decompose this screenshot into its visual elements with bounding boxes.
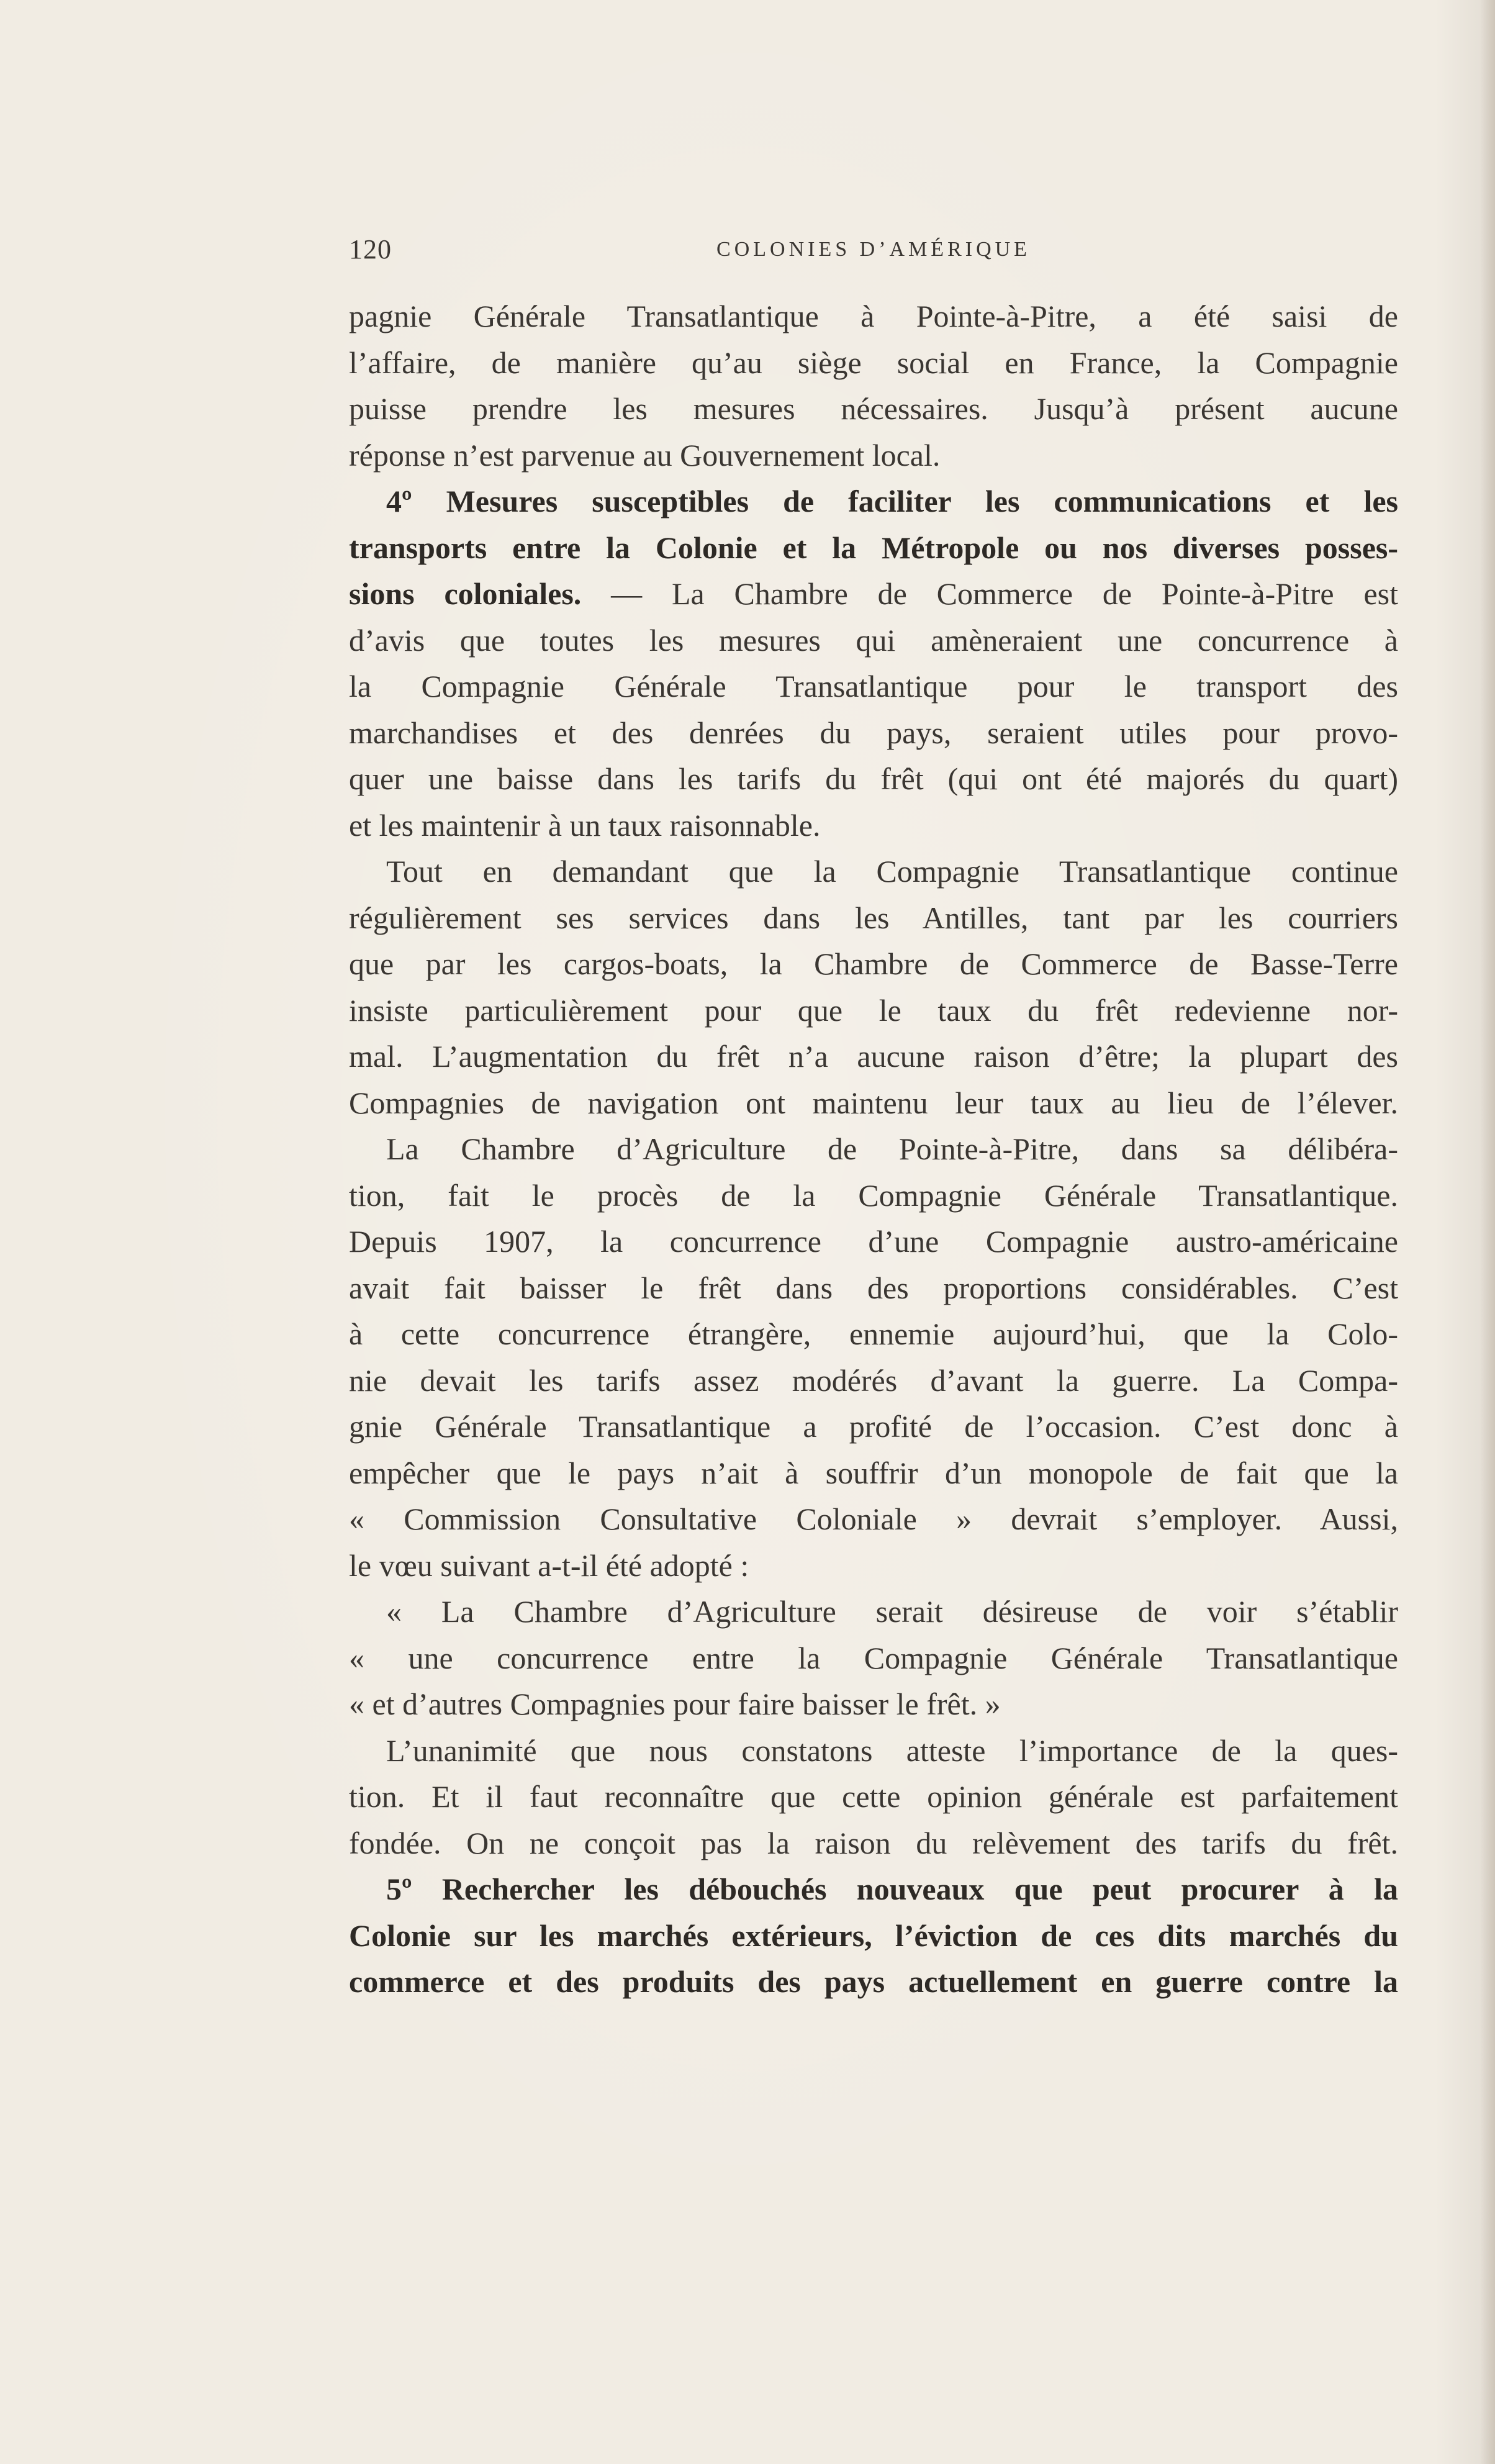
text-line: « une concurrence entre la Compagnie Générale Transatlantique — [349, 1640, 1398, 1675]
text-line-bold — [349, 1913, 1398, 1959]
text-line: L’unanimité que nous constatons atteste l’importance de la ques- — [386, 1732, 1398, 1768]
bold-text: commerce et des produits des pays actuellement en guerre contre la — [349, 1964, 1398, 1999]
paragraph-4 — [349, 1126, 1398, 1588]
text-line: Compagnies de navigation ont maintenu leur taux au lieu de l’élever. — [349, 1085, 1398, 1120]
text-line: que par les cargos-boats, la Chambre de Commerce de Basse-Terre — [349, 946, 1398, 981]
text-line: insiste particulièrement pour que le taux du frêt redevienne nor- — [349, 992, 1398, 1028]
running-title: COLONIES D’AMÉRIQUE — [716, 238, 1031, 261]
text-line: puisse prendre les mesures nécessaires. Jusqu’à présent aucune — [349, 391, 1398, 426]
page-edge-shadow — [1480, 0, 1495, 2464]
text-line: mal. L’augmentation du frêt n’a aucune raison d’être; la plupart des — [349, 1039, 1398, 1074]
text-line: la Compagnie Générale Transatlantique pour le transport des — [349, 669, 1398, 704]
text-line: « La Chambre d’Agriculture serait désireuse de voir s’établir — [386, 1594, 1398, 1629]
bold-text: 4º Mesures susceptibles de faciliter les communications et les — [386, 484, 1398, 519]
bold-text: Colonie sur les marchés extérieurs, l’éviction de ces dits marchés du — [349, 1918, 1398, 1953]
text-line-bold — [349, 525, 1398, 571]
text-line: à cette concurrence étrangère, ennemie aujourd’hui, que la Colo- — [349, 1316, 1398, 1351]
text-line: « Commission Consultative Coloniale » devrait s’employer. Aussi, — [349, 1502, 1398, 1536]
text-line: réponse n’est parvenue au Gouvernement local. — [349, 437, 941, 473]
paragraph-2 — [349, 478, 1398, 848]
bold-text: 5º Rechercher les débouchés nouveaux que peut procurer à la — [386, 1872, 1398, 1906]
text-line: quer une baisse dans les tarifs du frêt (qui ont été majorés du quart) — [349, 761, 1398, 796]
text-line-bold — [349, 1866, 1398, 1913]
text-line: tion. Et il faut reconnaître que cette opinion générale est parfaitement — [349, 1779, 1398, 1814]
bold-text: transports entre la Colonie et la Métropole ou nos diverses posses- — [349, 530, 1398, 565]
text-line: le vœu suivant a-t-il été adopté : — [349, 1547, 749, 1583]
text-line: « et d’autres Compagnies pour faire baisser le frêt. » — [349, 1687, 1001, 1721]
bold-text-tail: sions coloniales. — [349, 576, 582, 611]
text-line: gnie Générale Transatlantique a profité de l’occasion. C’est donc à — [349, 1409, 1398, 1444]
paragraph-quote — [349, 1588, 1398, 1728]
body-text — [349, 293, 1398, 2005]
page-number: 120 — [349, 234, 392, 265]
text-line: fondée. On ne conçoit pas la raison du relèvement des tarifs du frêt. — [349, 1825, 1398, 1860]
paragraph-6 — [349, 1728, 1398, 1867]
text-line: marchandises et des denrées du pays, seraient utiles pour provo- — [349, 715, 1398, 750]
text-line: Depuis 1907, la concurrence d’une Compagnie austro-américaine — [349, 1224, 1398, 1259]
text-line-mixed — [349, 571, 1398, 617]
paragraph-1 — [349, 293, 1398, 478]
text-line: empêcher que le pays n’ait à souffrir d’un monopole de fait que la — [349, 1455, 1398, 1490]
text-line: nie devait les tarifs assez modérés d’avant la guerre. La Compa- — [349, 1362, 1398, 1398]
text-line: tion, fait le procès de la Compagnie Générale Transatlantique. — [349, 1177, 1398, 1213]
page-header — [349, 231, 1398, 268]
text-line: avait fait baisser le frêt dans des proportions considérables. C’est — [349, 1270, 1398, 1305]
text-line: d’avis que toutes les mesures qui amèneraient une concurrence à — [349, 622, 1398, 658]
paragraph-7 — [349, 1866, 1398, 2005]
text-line: La Chambre d’Agriculture de Pointe-à-Pitre, dans sa délibéra- — [386, 1131, 1398, 1166]
text-line: Tout en demandant que la Compagnie Transatlantique continue — [386, 854, 1398, 889]
text-line-bold — [349, 478, 1398, 525]
text-line: et les maintenir à un taux raisonnable. — [349, 807, 821, 843]
paragraph-3 — [349, 848, 1398, 1126]
text-line: régulièrement ses services dans les Antilles, tant par les courriers — [349, 900, 1398, 935]
text-line: pagnie Générale Transatlantique à Pointe-à-Pitre, a été saisi de — [349, 299, 1398, 333]
text-line-rest: — La Chambre de Commerce de Pointe-à-Pitre est — [581, 576, 1398, 611]
text-line-bold — [349, 1959, 1398, 2005]
text-line: l’affaire, de manière qu’au siège social en France, la Compagnie — [349, 345, 1398, 380]
